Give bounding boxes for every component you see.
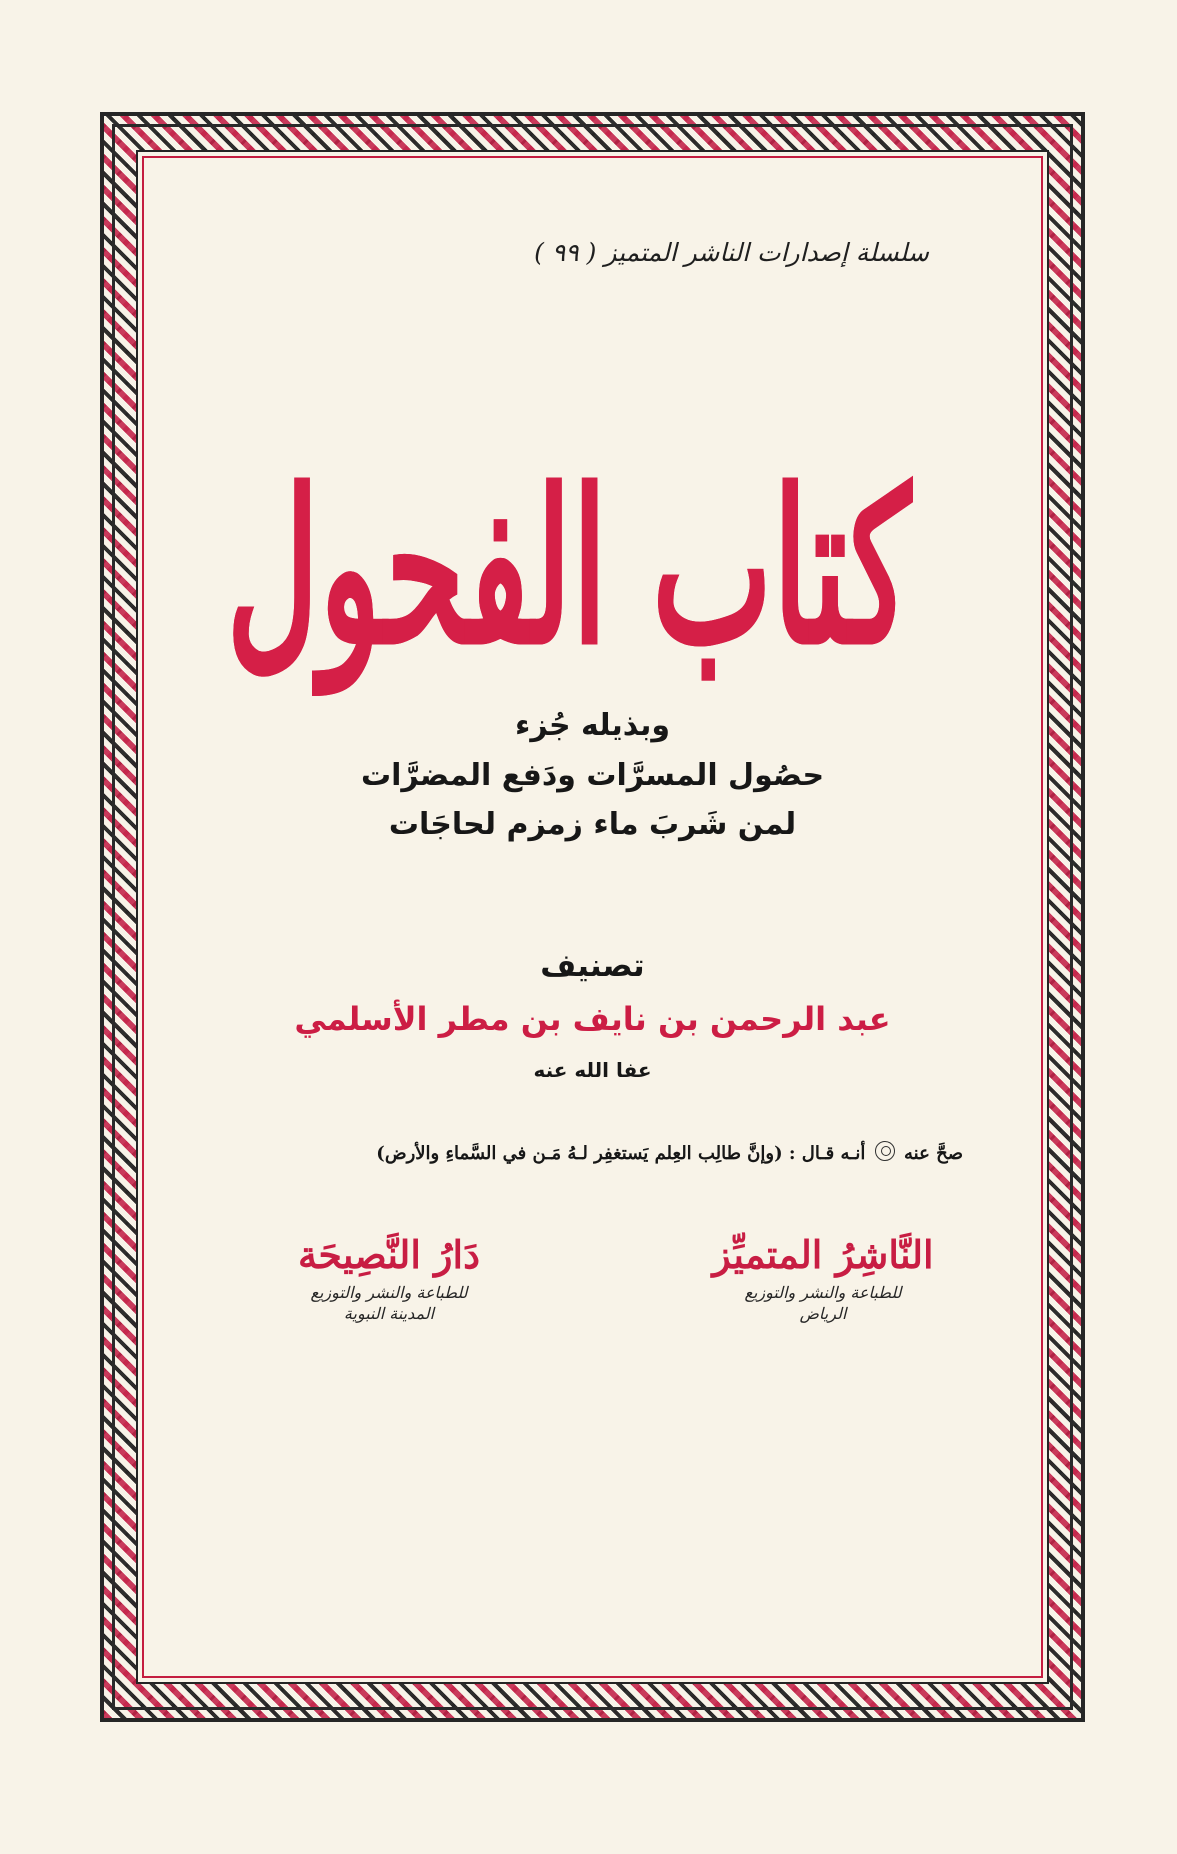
publisher-right-logo: [698, 1233, 948, 1323]
publisher-left-tagline: للطباعة والنشر والتوزيع: [310, 1282, 468, 1302]
cover-content: [144, 158, 1041, 1676]
subtitle-line-2: حصُول المسرَّات ودَفع المضرَّات: [360, 757, 825, 793]
publisher-right-name: النَّاشِرُ المتميِّز: [712, 1232, 934, 1277]
subtitle-line-1: وبذيله جُزء: [514, 708, 670, 743]
publisher-left-logo: [264, 1233, 514, 1323]
publisher-right-city: الرياض: [799, 1303, 847, 1323]
author-name: عبد الرحمن بن نايف بن مطر الأسلمي: [294, 1000, 891, 1038]
series-label: سلسلة إصدارات الناشر المتميز ( ٩٩ ): [534, 238, 929, 267]
book-title: كتاب الفحول: [226, 444, 911, 693]
hadith-prefix: صحَّ عنه: [904, 1143, 963, 1164]
publisher-right-tagline: للطباعة والنشر والتوزيع: [744, 1282, 902, 1302]
cover-inner-panel: [142, 156, 1043, 1678]
hadith-text: أنـه قـال : (وإنَّ طالِب العِلم يَستغفِر لـهُ مَـن في السَّماءِ والأرض): [376, 1143, 866, 1164]
publisher-left-name: دَارُ النَّصِيحَة: [298, 1232, 480, 1277]
salawat-icon: [875, 1141, 895, 1161]
subtitle-line-3: لمن شَربَ ماء زمزم لحاجَات: [388, 807, 797, 842]
author-label: تصنيف: [540, 948, 645, 984]
book-subtitle: [144, 701, 1041, 850]
publisher-left-city: المدينة النبوية: [343, 1303, 435, 1323]
hadith-quote: [212, 1143, 963, 1164]
author-blessing: عفا الله عنه: [533, 1058, 652, 1082]
